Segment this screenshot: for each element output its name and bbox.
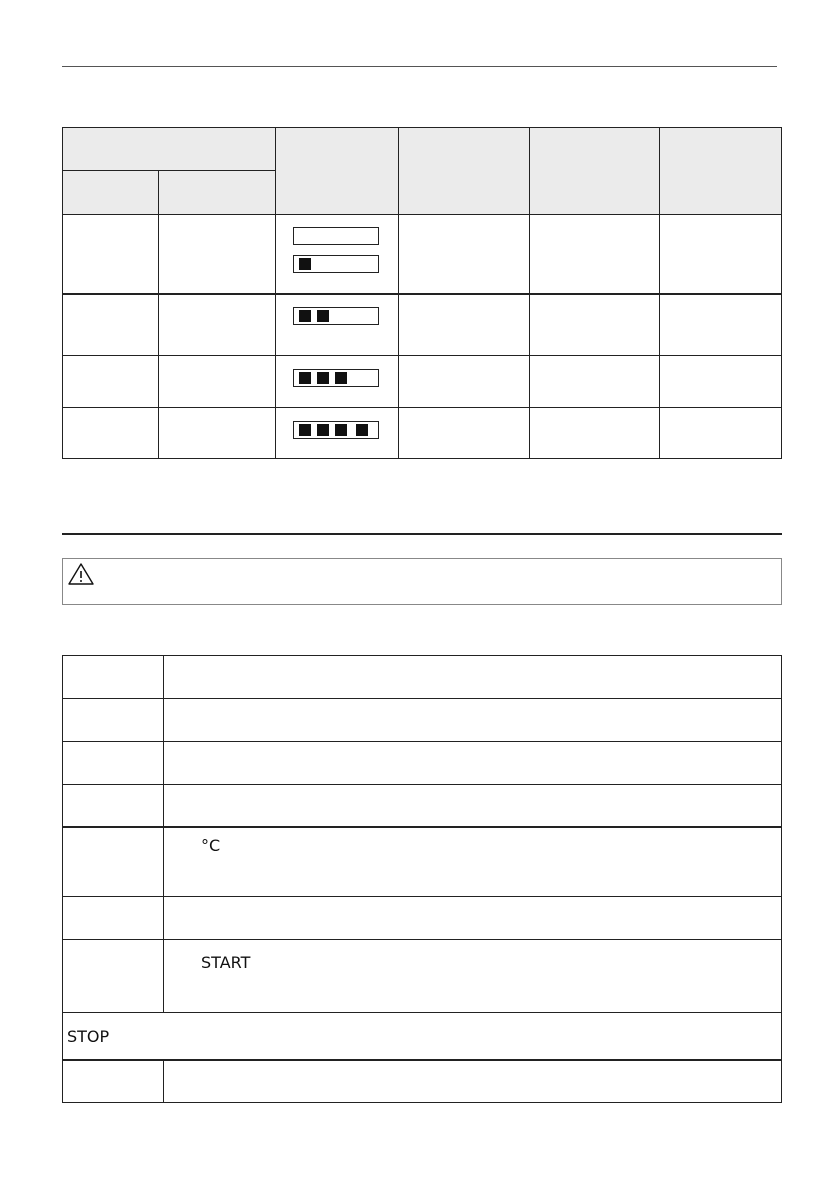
level-square [317,310,329,322]
level-indicator-2 [293,307,379,325]
level-square [335,424,347,436]
table-header [63,128,781,214]
header-rule [62,66,777,67]
start-label: START [201,953,251,972]
warning-triangle-icon [67,562,95,586]
level-square [299,258,311,270]
warning-box [62,558,782,605]
level-square [299,372,311,384]
section-rule [62,533,782,535]
level-table [62,127,782,459]
level-square [299,310,311,322]
stop-label: STOP [67,1027,110,1046]
level-indicator-3 [293,369,379,387]
level-square [299,424,311,436]
level-square [317,372,329,384]
level-indicator-4 [293,421,379,439]
level-square [317,424,329,436]
steps-table [62,655,782,1103]
celsius-symbol: °C [201,836,221,855]
level-indicator-1 [293,255,379,273]
level-indicator-0 [293,227,379,245]
level-square [356,424,368,436]
level-square [335,372,347,384]
